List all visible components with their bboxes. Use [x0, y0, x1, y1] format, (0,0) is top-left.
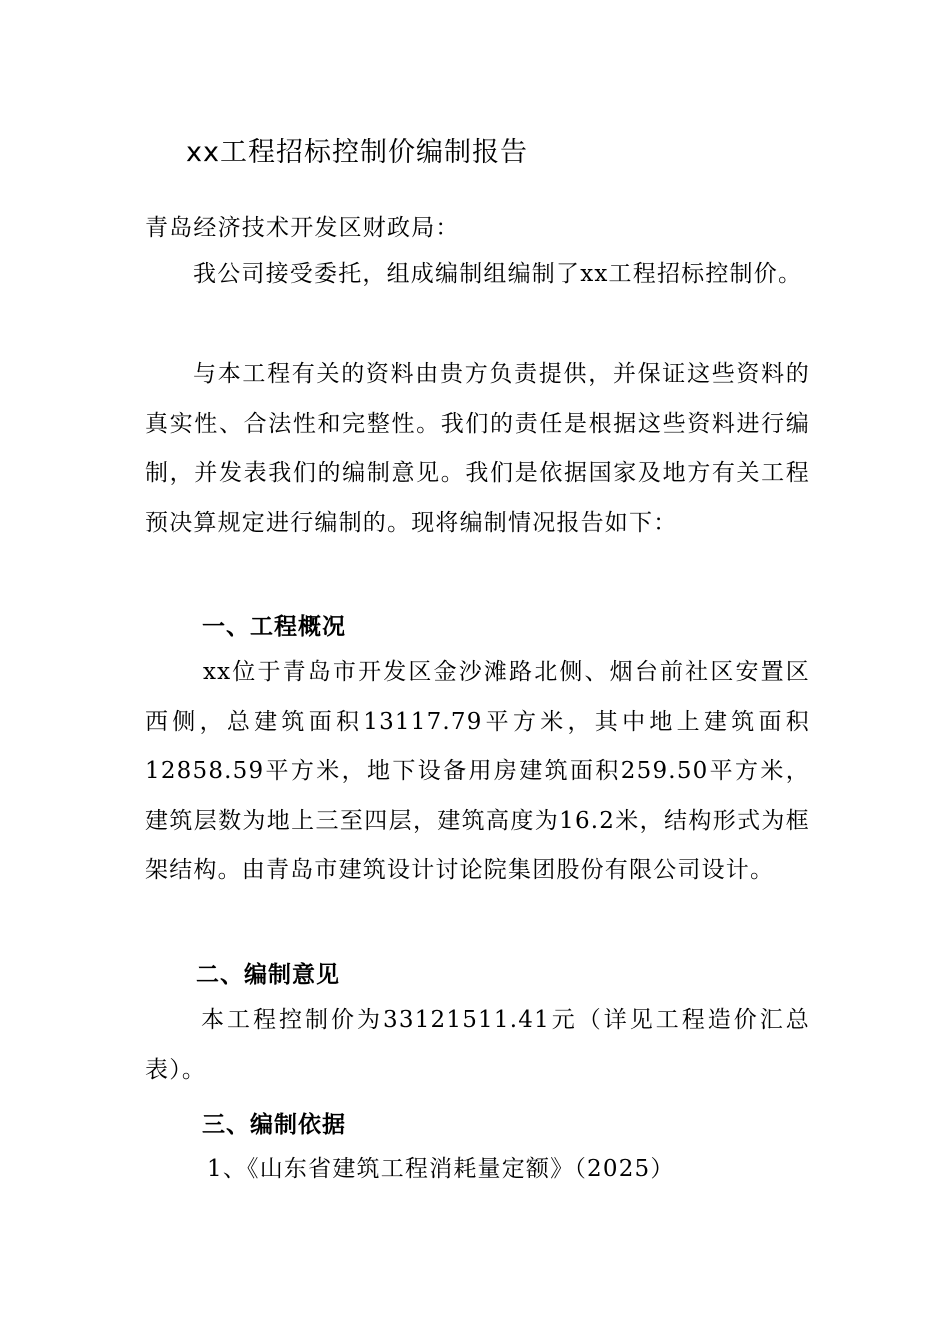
basis-item: 1、《山东省建筑工程消耗量定额》（2025）	[207, 1156, 675, 1182]
salutation: 青岛经济技术开发区财政局：	[145, 215, 460, 241]
responsibility-paragraph: 与本工程有关的资料由贵方负责提供，并保证这些资料的真实性、合法性和完整性。我们的责任是根据这些资料进行编制，并发表我们的编制意见。我们是依据国家及地方有关工程预决算规定进行编制的。现将编制情况报告如下：	[145, 361, 810, 536]
document-title: xx工程招标控制价编制报告	[186, 137, 528, 168]
section-heading-basis: 三、编制依据	[202, 1112, 346, 1138]
intro-paragraph: 我公司接受委托，组成编制组编制了xx工程招标控制价。	[193, 261, 803, 287]
overview-paragraph: xx位于青岛市开发区金沙滩路北侧、烟台前社区安置区西侧，总建筑面积13117.79平方米，其中地上建筑面积12858.59平方米，地下设备用房建筑面积259.50平方米，建筑层数为地上三至四层，建筑高度为16.2米，结构形式为框架结构。由青岛市建筑设计讨论院集团股份有限公司设计。	[145, 659, 810, 883]
opinion-paragraph: 本工程控制价为33121511.41元（详见工程造价汇总表）。	[145, 1007, 810, 1083]
section-heading-overview: 一、工程概况	[202, 614, 346, 640]
section-heading-opinion: 二、编制意见	[196, 962, 340, 988]
